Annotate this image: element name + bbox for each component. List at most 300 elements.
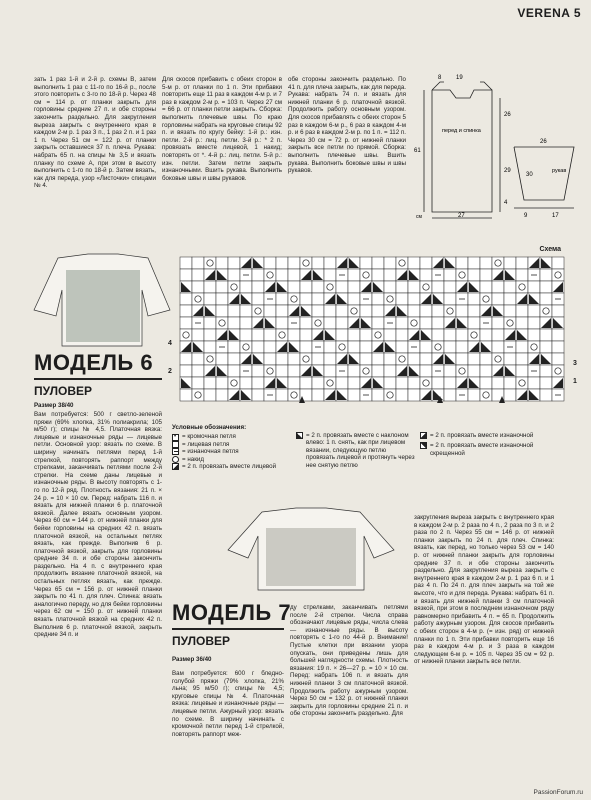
chart-cell bbox=[372, 353, 384, 365]
chart-cell bbox=[180, 353, 192, 365]
chart-cell bbox=[264, 305, 276, 317]
chart-cell bbox=[300, 341, 312, 353]
chart-cell bbox=[228, 305, 240, 317]
chart-cell bbox=[324, 365, 336, 377]
chart-cell bbox=[468, 365, 480, 377]
chart-cell bbox=[228, 341, 240, 353]
chart-cell bbox=[216, 389, 228, 401]
chart-cell bbox=[264, 257, 276, 269]
chart-cell bbox=[540, 377, 552, 389]
chart-cell bbox=[360, 269, 372, 281]
chart-cell bbox=[540, 305, 552, 317]
legend-item-p2tog-tbl: = 2 п. провязать вместе изнаночной скрещенной bbox=[420, 442, 540, 457]
chart-cell bbox=[192, 353, 204, 365]
chart-cell bbox=[372, 305, 384, 317]
chart-cell bbox=[372, 317, 384, 329]
legend-item-yarnover: = накид bbox=[172, 456, 292, 463]
chart-cell bbox=[384, 269, 396, 281]
legend-item-knit: = лицевая петля bbox=[172, 441, 292, 448]
chart-cell bbox=[396, 317, 408, 329]
chart-cell bbox=[324, 317, 336, 329]
chart-cell bbox=[552, 365, 564, 377]
chart-cell bbox=[204, 317, 216, 329]
chart-cell bbox=[432, 341, 444, 353]
text-column-1 bbox=[34, 76, 156, 190]
chart-cell bbox=[456, 329, 468, 341]
chart-cell bbox=[516, 377, 528, 389]
dim-27: 27 bbox=[458, 213, 465, 219]
chart-cell bbox=[480, 257, 492, 269]
chart-cell bbox=[252, 341, 264, 353]
knit-stitch-icon bbox=[172, 441, 179, 448]
col1-text: зать 1 раз 1-й и 2-й р. схемы B, затем выполнить 1 раз с 11-го по 16-й р., после этого повторить с 3-го по 18-й р. Через 48 см = 114 р. от планки закрыть для горловины средние 27 п. и обе стороны закончить раздельно. Для закругления выреза закрыть с внутреннего края в каждом 2-м р. 1 раз 3 п., 1 раз 2 п. и 1 раз 1 п. Через 51 см = 122 р. от планки закрыть оставшиеся 37 п. плеча. Рукава: набрать 65 п. на спицы № 3,5 и вязать планку по схеме A, при этом в высоту выполнить с 1-го по 18-й р. Затем вязать, как для переда, узор «Листочки» спицами № 4. bbox=[34, 76, 156, 190]
chart-cell bbox=[312, 353, 324, 365]
chart-cell bbox=[384, 329, 396, 341]
chart-cell bbox=[456, 305, 468, 317]
chart-cell bbox=[516, 305, 528, 317]
legend-col3 bbox=[420, 432, 540, 457]
model7-illustration bbox=[226, 506, 396, 591]
chart-cell bbox=[204, 389, 216, 401]
chart-cell bbox=[192, 269, 204, 281]
model6-illustration bbox=[30, 250, 175, 350]
chart-cell bbox=[516, 281, 528, 293]
chart-cell bbox=[444, 329, 456, 341]
chart-cell bbox=[336, 377, 348, 389]
chart-cell bbox=[276, 353, 288, 365]
chart-cell bbox=[540, 281, 552, 293]
chart-cell bbox=[192, 257, 204, 269]
chart-cell bbox=[252, 281, 264, 293]
chart-cell bbox=[492, 317, 504, 329]
chart-cell bbox=[456, 353, 468, 365]
chart-cell bbox=[504, 389, 516, 401]
chart-cell bbox=[336, 317, 348, 329]
legend bbox=[172, 424, 292, 470]
chart-cell bbox=[444, 281, 456, 293]
chart-cell bbox=[420, 305, 432, 317]
chart-cell bbox=[204, 341, 216, 353]
chart-cell bbox=[396, 389, 408, 401]
knitting-chart bbox=[172, 255, 572, 407]
model7-body-c bbox=[414, 514, 554, 666]
dim-30: 30 bbox=[526, 172, 533, 178]
chart-cell bbox=[300, 257, 312, 269]
chart-cell bbox=[468, 257, 480, 269]
chart-cell bbox=[228, 353, 240, 365]
chart-cell bbox=[408, 377, 420, 389]
chart-cell bbox=[288, 293, 300, 305]
chart-cell bbox=[228, 365, 240, 377]
chart-cell bbox=[492, 341, 504, 353]
chart-cell bbox=[300, 329, 312, 341]
chart-cell bbox=[264, 365, 276, 377]
chart-cell bbox=[504, 293, 516, 305]
chart-cell bbox=[228, 377, 240, 389]
chart-cell bbox=[528, 341, 540, 353]
chart-cell bbox=[468, 293, 480, 305]
chart-cell bbox=[528, 305, 540, 317]
chart-cell bbox=[384, 281, 396, 293]
model7-size: Размер 36/40 bbox=[172, 656, 212, 663]
chart-cell bbox=[276, 305, 288, 317]
chart-cell bbox=[288, 269, 300, 281]
chart-cell bbox=[540, 329, 552, 341]
chart-cell bbox=[240, 341, 252, 353]
chart-cell bbox=[480, 389, 492, 401]
chart-cell bbox=[528, 281, 540, 293]
text-column-3 bbox=[288, 76, 406, 175]
chart-cell bbox=[552, 329, 564, 341]
chart-cell bbox=[276, 389, 288, 401]
dim-19: 19 bbox=[456, 75, 463, 81]
dim-8: 8 bbox=[438, 75, 442, 81]
chart-cell bbox=[216, 281, 228, 293]
chart-cell bbox=[456, 365, 468, 377]
chart-cell bbox=[348, 269, 360, 281]
chart-cell bbox=[420, 353, 432, 365]
chart-cell bbox=[528, 329, 540, 341]
unit-label: см bbox=[416, 214, 422, 220]
chart-cell bbox=[324, 257, 336, 269]
chart-cell bbox=[300, 293, 312, 305]
chart-cell bbox=[348, 341, 360, 353]
chart-cell bbox=[252, 293, 264, 305]
dim-s26: 26 bbox=[540, 139, 547, 145]
chart-cell bbox=[324, 269, 336, 281]
model6-subtitle: ПУЛОВЕР bbox=[34, 384, 93, 398]
chart-cell bbox=[396, 353, 408, 365]
chart-cell bbox=[180, 389, 192, 401]
chart-cell bbox=[252, 377, 264, 389]
chart-cell bbox=[240, 317, 252, 329]
chart-cell bbox=[192, 281, 204, 293]
chart-cell bbox=[432, 377, 444, 389]
chart-cell bbox=[348, 377, 360, 389]
dim-29: 29 bbox=[504, 168, 511, 174]
chart-cell bbox=[276, 317, 288, 329]
dim-9: 9 bbox=[524, 213, 528, 219]
chart-cell bbox=[276, 269, 288, 281]
chart-cell bbox=[528, 317, 540, 329]
chart-cell bbox=[324, 305, 336, 317]
chart-cell bbox=[396, 293, 408, 305]
chart-cell bbox=[408, 281, 420, 293]
model6-title: МОДЕЛЬ 6 bbox=[34, 350, 154, 375]
chart-cell bbox=[288, 281, 300, 293]
k2tog-icon bbox=[172, 463, 179, 470]
chart-cell bbox=[288, 389, 300, 401]
ssk-icon bbox=[296, 432, 303, 439]
chart-cell bbox=[264, 353, 276, 365]
chart-cell bbox=[312, 317, 324, 329]
chart-cell bbox=[180, 365, 192, 377]
chart-cell bbox=[240, 305, 252, 317]
chart-cell bbox=[312, 293, 324, 305]
chart-cell bbox=[468, 353, 480, 365]
chart-cell bbox=[360, 305, 372, 317]
chart-cell bbox=[276, 257, 288, 269]
model7-body-b bbox=[290, 604, 408, 718]
chart-cell bbox=[192, 377, 204, 389]
chart-cell bbox=[348, 329, 360, 341]
model6-body bbox=[34, 411, 162, 639]
chart-cell bbox=[252, 305, 264, 317]
chart-cell bbox=[216, 353, 228, 365]
chart-cell bbox=[312, 281, 324, 293]
chart-cell bbox=[504, 377, 516, 389]
chart-cell bbox=[516, 269, 528, 281]
row-label-3: 3 bbox=[573, 360, 577, 367]
chart-cell bbox=[180, 269, 192, 281]
chart-cell bbox=[228, 269, 240, 281]
chart-cell bbox=[324, 377, 336, 389]
chart-cell bbox=[372, 293, 384, 305]
chart-cell bbox=[492, 257, 504, 269]
chart-cell bbox=[480, 293, 492, 305]
purl-stitch-icon bbox=[172, 448, 179, 455]
chart-cell bbox=[240, 377, 252, 389]
chart-cell bbox=[252, 389, 264, 401]
chart-cell bbox=[336, 341, 348, 353]
chart-cell bbox=[384, 389, 396, 401]
p2tog-icon bbox=[420, 432, 427, 439]
row-label-4: 4 bbox=[168, 340, 172, 347]
chart-cell bbox=[540, 341, 552, 353]
chart-cell bbox=[204, 377, 216, 389]
chart-cell bbox=[192, 365, 204, 377]
dim-61: 61 bbox=[414, 148, 421, 154]
label-front-back: перед и спинка bbox=[442, 128, 481, 134]
chart-cell bbox=[396, 257, 408, 269]
chart-cell bbox=[348, 305, 360, 317]
chart-cell bbox=[204, 329, 216, 341]
chart-cell bbox=[480, 353, 492, 365]
chart-cell bbox=[348, 365, 360, 377]
chart-cell bbox=[264, 341, 276, 353]
chart-cell bbox=[444, 377, 456, 389]
chart-cell bbox=[372, 329, 384, 341]
chart-cell bbox=[300, 317, 312, 329]
dim-17: 17 bbox=[552, 213, 559, 219]
chart-cell bbox=[540, 365, 552, 377]
chart-cell bbox=[516, 353, 528, 365]
chart-cell bbox=[516, 341, 528, 353]
chart-cell bbox=[552, 257, 564, 269]
chart-cell bbox=[324, 353, 336, 365]
chart-cell bbox=[216, 257, 228, 269]
legend-item-edge: • = кромочная петля bbox=[174, 433, 236, 441]
col2-text: Для скосов прибавить с обеих сторон в 5-м р. от планки по 1 п. Эти прибавки повторить еще 11 раз в каждом 4-м р. и 7 раз в каждом 2-м р. = 103 п. Через 27 см = 66 р. от планки петли закрыть. Сборка: выполнить плечевые швы. По краю горловины набрать на круговые спицы 92 п. и вязать по кругу бейку: 1-й р.: изн. петли. 2-й р.: лиц. петли. 3-й р.: * 2 п. провязать вместе лицевой, 1 накид; повторять от *. 4-й р.: лиц. петли. 5-й р.: изн. петли. Затем петли закрыть изнаночными. Вшить рукава. Выполнить боковые швы и швы рукавов. bbox=[162, 76, 282, 182]
dim-4: 4 bbox=[504, 200, 508, 206]
chart-cell bbox=[276, 365, 288, 377]
chart-cell bbox=[468, 317, 480, 329]
legend-item-k2tog: = 2 п. провязать вместе лицевой bbox=[172, 463, 292, 470]
chart-cell bbox=[180, 305, 192, 317]
chart-cell bbox=[552, 269, 564, 281]
chart-cell bbox=[252, 365, 264, 377]
chart-cell bbox=[408, 317, 420, 329]
model6-rule bbox=[34, 378, 162, 380]
chart-cell bbox=[384, 377, 396, 389]
chart-cell bbox=[324, 281, 336, 293]
chart-cell bbox=[336, 281, 348, 293]
chart-cell bbox=[288, 257, 300, 269]
pattern-measurement-diagram bbox=[412, 72, 584, 222]
chart-cell bbox=[492, 329, 504, 341]
chart-cell bbox=[492, 293, 504, 305]
chart-cell bbox=[192, 293, 204, 305]
chart-cell bbox=[468, 389, 480, 401]
chart-cell bbox=[420, 341, 432, 353]
chart-cell bbox=[324, 341, 336, 353]
chart-cell bbox=[456, 269, 468, 281]
chart-cell bbox=[288, 377, 300, 389]
chart-cell bbox=[504, 353, 516, 365]
chart-cell bbox=[348, 293, 360, 305]
chart-cell bbox=[372, 257, 384, 269]
chart-cell bbox=[216, 377, 228, 389]
chart-cell bbox=[408, 353, 420, 365]
chart-cell bbox=[180, 329, 192, 341]
chart-cell bbox=[216, 305, 228, 317]
chart-cell bbox=[540, 293, 552, 305]
chart-cell bbox=[396, 281, 408, 293]
chart-cell bbox=[372, 269, 384, 281]
model7-text-a: Вам потребуется: 600 г бледно-голубой пряжи (79% хлопка, 21% льна; 95 м/50 г); спицы № 4,5; круговые спицы № 4. Платочная вязка: лицевые и изнаночные ряды — лицевые петли. Ажурный узор: вязать по схеме. В ширину начинать с кромочной петли перед 1-й стрелкой, повторять раппорт меж- bbox=[172, 670, 284, 738]
chart-cell bbox=[336, 305, 348, 317]
chart-cell bbox=[504, 257, 516, 269]
chart-cell bbox=[192, 389, 204, 401]
chart-cell bbox=[204, 257, 216, 269]
chart-cell bbox=[432, 305, 444, 317]
chart-cell bbox=[228, 281, 240, 293]
chart-cell bbox=[552, 305, 564, 317]
chart-cell bbox=[456, 257, 468, 269]
legend-col2 bbox=[296, 432, 416, 469]
page-header-brand: VERENA 5 bbox=[517, 6, 581, 20]
chart-cell bbox=[516, 365, 528, 377]
chart-cell bbox=[288, 329, 300, 341]
chart-cell bbox=[228, 257, 240, 269]
chart-cell bbox=[480, 269, 492, 281]
chart-cell bbox=[360, 365, 372, 377]
chart-cell bbox=[288, 353, 300, 365]
chart-cell bbox=[432, 281, 444, 293]
chart-cell bbox=[432, 317, 444, 329]
chart-cell bbox=[468, 305, 480, 317]
chart-cell bbox=[504, 317, 516, 329]
chart-cell bbox=[372, 389, 384, 401]
chart-cell bbox=[480, 377, 492, 389]
chart-cell bbox=[192, 329, 204, 341]
chart-cell bbox=[468, 269, 480, 281]
chart-cell bbox=[360, 329, 372, 341]
chart-cell bbox=[312, 257, 324, 269]
chart-cell bbox=[528, 377, 540, 389]
legend-item-p2tog: = 2 п. провязать вместе изнаночной bbox=[420, 432, 540, 439]
chart-cell bbox=[312, 377, 324, 389]
model6-size: Размер 38/40 bbox=[34, 402, 74, 409]
chart-cell bbox=[360, 353, 372, 365]
chart-cell bbox=[444, 341, 456, 353]
chart-cell bbox=[300, 377, 312, 389]
chart-cell bbox=[360, 341, 372, 353]
model7-body-a bbox=[172, 670, 284, 738]
dim-26: 26 bbox=[504, 112, 511, 118]
chart-cell bbox=[552, 341, 564, 353]
chart-cell bbox=[252, 269, 264, 281]
chart-cell bbox=[264, 269, 276, 281]
chart-cell bbox=[516, 257, 528, 269]
chart-cell bbox=[216, 317, 228, 329]
chart-cell bbox=[420, 317, 432, 329]
chart-cell bbox=[348, 389, 360, 401]
chart-cell bbox=[372, 365, 384, 377]
chart-cell bbox=[180, 293, 192, 305]
chart-cell bbox=[444, 389, 456, 401]
label-sleeve: рукав bbox=[552, 168, 567, 174]
chart-cell bbox=[396, 341, 408, 353]
chart-cell bbox=[216, 293, 228, 305]
chart-cell bbox=[252, 329, 264, 341]
chart-cell bbox=[384, 365, 396, 377]
chart-cell bbox=[480, 365, 492, 377]
chart-cell bbox=[312, 389, 324, 401]
legend-item-ssk: = 2 п. провязать вместе с наклоном влево: 1 п. снять, как при лицевом вязании, следующую петлю провязать лицевой и протянуть через нее снятую петлю bbox=[296, 432, 416, 469]
chart-cell bbox=[480, 281, 492, 293]
chart-cell bbox=[408, 305, 420, 317]
chart-cell bbox=[504, 281, 516, 293]
chart-cell bbox=[300, 281, 312, 293]
chart-cell bbox=[384, 293, 396, 305]
chart-cell bbox=[408, 293, 420, 305]
chart-cell bbox=[492, 281, 504, 293]
chart-cell bbox=[552, 353, 564, 365]
model6-text: Вам потребуется: 500 г светло-зеленой пряжи (69% хлопка, 31% полиакрила; 105 м/50 г); спицы № 4,5. Платочная вязка: лицевые и изнаночные ряды — лицевые петли. Основной узор: вязать по схеме. В ширину начинать петлями перед 1-й стрелкой, повторять раппорт между стрелками, заканчивать петлями после 2-й стрелки. На схеме даны лицевые и изнаночные ряды. В высоту повторять с 1-го по 12-й ряд. Плотность вязания: 21 п. × 24 р. = 10 × 10 см. Перед: набрать 116 п. и вязать для нижней планки 6 р. платочной вязкой. Далее вязать основным узором. Через 60 см = 144 р. от нижней планки для бейки горловины на средних 42 п. вязать платочной вязкой, на остальных петлях вязать, как прежде. Выполнив 6 р. платочной вязкой, закрыть для горловины средние 34 п. и обе стороны закончить раздельно. На 4 п. с внутреннего края продолжить вязание платочной вязкой, на остальных петлях вязать, как прежде. Через 65 см = 156 р. от нижней планки закрыть по 41 п. для плеч. Спинка: вязать аналогично переду, но для бейки горловины через 62 см = 150 р. от нижней планки вязать платочной вязкой на средних 42 п. Выполнив 6 р. платочной вязкой, закрыть средние 34 п. и bbox=[34, 411, 162, 639]
chart-cell bbox=[276, 329, 288, 341]
chart-cell bbox=[516, 317, 528, 329]
chart-cell bbox=[420, 257, 432, 269]
chart-cell bbox=[420, 377, 432, 389]
chart-cell bbox=[420, 281, 432, 293]
chart-cell bbox=[180, 257, 192, 269]
chart-cell bbox=[204, 353, 216, 365]
watermark: PassionForum.ru bbox=[533, 789, 583, 796]
chart-cell bbox=[228, 317, 240, 329]
legend-title: Условные обозначения: bbox=[172, 424, 247, 431]
model7-title: МОДЕЛЬ 7 bbox=[172, 600, 292, 625]
chart-cell bbox=[444, 293, 456, 305]
chart-cell bbox=[240, 281, 252, 293]
chart-cell bbox=[444, 365, 456, 377]
col3-text: обе стороны закончить раздельно. По 41 п. для плеча закрыть, как для переда. Рукава: набрать 74 п. и вязать для нижней планки 6 р. платочной вязкой. Продолжить работу основным узором. Для скосов прибавлять с обеих сторон 5 раз в каждом 6-м р., 6 раз в каждом 4-м р. и 6 раз в каждом 2-м р. по 1 п. = 112 п. Через 30 см = 72 р. от нижней планки закрыть все петли по прямой. Сборка: выполнить плечевые швы. Вшить рукава. Выполнить боковые швы и швы рукавов. bbox=[288, 76, 406, 175]
chart-cell bbox=[444, 269, 456, 281]
chart-cell bbox=[180, 317, 192, 329]
chart-cell bbox=[336, 329, 348, 341]
model7-rule bbox=[172, 628, 284, 630]
chart-cell bbox=[432, 329, 444, 341]
chart-cell bbox=[384, 353, 396, 365]
chart-cell bbox=[468, 329, 480, 341]
model7-subtitle: ПУЛОВЕР bbox=[172, 634, 231, 648]
chart-cell bbox=[312, 305, 324, 317]
chart-cell bbox=[384, 257, 396, 269]
chart-cell bbox=[408, 389, 420, 401]
chart-cell bbox=[300, 353, 312, 365]
chart-cell bbox=[420, 269, 432, 281]
chart-cell bbox=[288, 365, 300, 377]
